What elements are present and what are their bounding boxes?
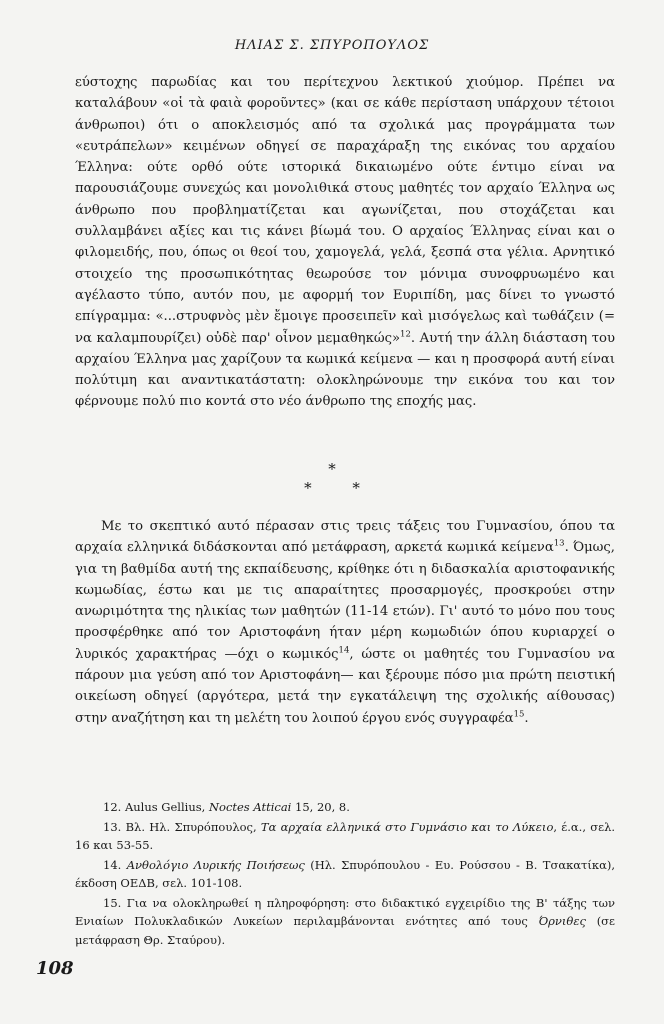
footnote-text: (σε μετάφραση Θρ. Σταύρου). xyxy=(75,914,615,947)
footnote-number: 14. xyxy=(103,857,122,872)
footnote-text: Για να ολοκληρωθεί η πληροφόρηση: στο διδακτικό εγχειρίδιο της Β' τάξης των Ενιαίων Πολυκλαδικών Λυκείων περιλαμβάνονται ενότητες από τους xyxy=(75,895,616,928)
footnote-ref-15[interactable]: 15 xyxy=(513,709,525,720)
footnote-14 xyxy=(75,856,615,893)
footnote-text: (Ηλ. Σπυρόπουλου - Ευ. Ρούσσου - Β. Τσακατίκα), έκδοση ΟΕΔΒ, σελ. 101-108. xyxy=(75,857,615,890)
footnote-title: Noctes Atticai xyxy=(208,800,292,814)
footnote-text: Aulus Gellius, xyxy=(124,800,209,814)
footnote-ref-14[interactable]: 14 xyxy=(338,645,350,656)
footnote-ref-12[interactable]: 12 xyxy=(400,329,411,340)
footnote-text: Βλ. Ηλ. Σπυρόπουλος, xyxy=(125,819,261,834)
footnote-12 xyxy=(75,798,615,817)
footnote-title: Τα αρχαία ελληνικά στο Γυμνάσιο και το Λύκειο xyxy=(260,819,554,834)
footnote-title: Όρνιθες xyxy=(538,914,586,928)
paragraph-2 xyxy=(75,516,615,729)
footnote-15 xyxy=(75,894,615,950)
paragraph-1-text: εύστοχης παρωδίας και του περίτεχνου λεκτικού χιούμορ. Πρέπει να καταλάβουν «οἱ τὰ φαιὰ φοροῦντες» (και σε κάθε περίσταση υπάρχουν τέτοιοι άνθρωποι) ότι ο αποκλεισμός από τα σχολικά μας προγράμματα των «ευτράπελων» κειμένων οδηγεί σε παραχάραξη της εικόνας του αρχαίου Έλληνα: ούτε ορθό ούτε ιστορικά δικαιωμένο ούτε έντιμο είναι να παρουσιάζουμε συνεχώς και μονολιθικά στους μαθητές τον αρχαίο Έλληνα ως άνθρωπο που προβληματίζεται και αγωνίζεται, που στοχάζεται και συλλαμβάνει αξίες και τις κάνει βίωμά του. Ο αρχαίος Έλληνας είναι και ο φιλομειδής, που, όπως οι θεοί του, χαμογελά, γελά, ξεσπά στα γέλια. Αρνητικό στοιχείο της προσωπικότητας θεωρούσε τον μόνιμα συνοφρυωμένο και αγέλαστο τύπο, αυτόν που, με αφορμή τον Ευριπίδη, μας δίνει το γνωστό επίγραμμα: «...στρυφνὸς μὲν ἔμοιγε προσειπεῖν καὶ μισόγελως καὶ τωθάζειν (= να καλαμπουρίζει) οὐδὲ παρ' οἶνον μεμαθηκώς» xyxy=(75,75,615,346)
footnote-number: 12. xyxy=(103,800,122,814)
footnote-number: 13. xyxy=(103,819,122,834)
paragraph-2-text-end: . xyxy=(524,710,529,726)
running-head: ΗΛΙΑΣ Σ. ΣΠΥΡΟΠΟΥΛΟΣ xyxy=(234,38,430,53)
separator-star-top: * xyxy=(328,460,336,478)
footnote-ref-13[interactable]: 13 xyxy=(553,538,565,549)
paragraph-1-text-cont: . Αυτή την άλλη διάσταση του αρχαίου Έλληνα μας χαρίζουν τα κωμικά κείμενα — και η προσφορά αυτή είναι πολύτιμη και αναντικατάστατη: ολοκληρώνουμε την εικόνα του και τον φέρνουμε πολύ πιο κοντά στο νέο άνθρωπο της εποχής μας. xyxy=(75,330,615,410)
page-number: 108 xyxy=(36,958,74,979)
paragraph-2-text-cont2: , ώστε οι μαθητές του Γυμνασίου να πάρουν μια γεύση από τον Αριστοφάνη— και ξέρουμε πόσο μια πρώτη πειστική οικείωση οδηγεί (αργότερα, μετά την εγκατάλειψη της σχολικής αίθουσας) στην αναζήτηση και τη μελέτη του λοιπού έργου ενός συγγραφέα xyxy=(75,646,615,726)
paragraph-2-text-cont: . Όμως, για τη βαθμίδα αυτή της εκπαίδευσης, κρίθηκε ότι η διδασκαλία αριστοφανικής κωμωδίας, έστω και με τις απαραίτητες προσαρμογές, προσκρούει στην ανωριμότητα της ηλικίας των μαθητών (11-14 ετών). Γι' αυτό το μόνο που τους προσφέρθηκε από τον Αριστοφάνη ήταν μέρη κωμωδιών όπου κυριαρχεί ο λυρικός χαρακτήρας —όχι ο κωμικός xyxy=(75,540,616,662)
paragraph-1 xyxy=(75,72,615,413)
footnote-number: 15. xyxy=(103,895,122,910)
separator-stars-bottom: * * xyxy=(304,479,378,497)
paragraph-2-text: Με το σκεπτικό αυτό πέρασαν στις τρεις τάξεις του Γυμνασίου, όπου τα αρχαία ελληνικά διδάσκονται από μετάφραση, αρκετά κωμικά κείμενα xyxy=(75,519,615,556)
footnote-title: Ανθολόγιο Λυρικής Ποιήσεως xyxy=(126,857,305,872)
footnote-text: , έ.α., σελ. 16 και 53-55. xyxy=(75,819,616,852)
section-separator xyxy=(0,460,664,498)
footnote-13 xyxy=(75,818,615,855)
footnotes xyxy=(75,798,615,949)
footnote-text: 15, 20, 8. xyxy=(291,800,350,814)
